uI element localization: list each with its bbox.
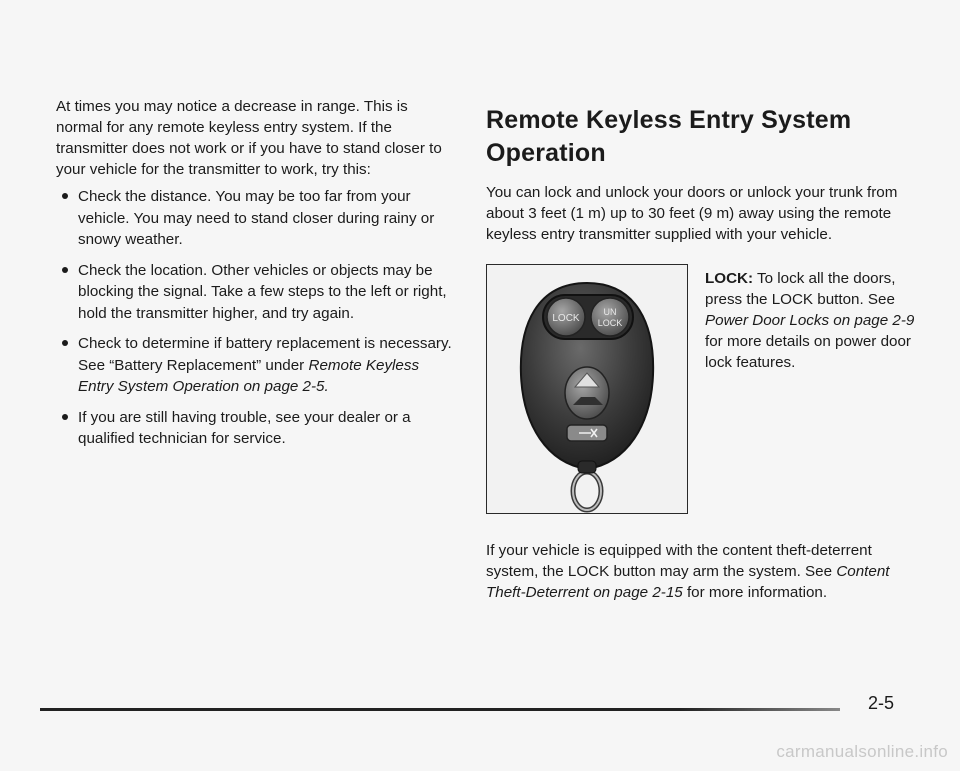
cross-reference: Content Theft-Deterrent on page 2-15	[486, 563, 890, 601]
section-heading: Remote Keyless Entry System Operation	[486, 106, 852, 167]
lock-description: LOCK: To lock all the doors, press the LOCK button. See Power Door Locks on page 2-9 for more details on power door lock features.	[705, 270, 915, 371]
unlock-button-label-bottom: LOCK	[597, 318, 623, 328]
list-item: Check the distance. You may be too far from your vehicle. You may need to stand closer during rainy or snowy weather.	[56, 186, 456, 251]
lock-button-label: LOCK	[552, 313, 580, 324]
list-item: Check the location. Other vehicles or objects may be blocking the signal. Take a few steps to the left or right, hold the transmitter higher, and try again.	[56, 260, 456, 325]
list-item: Check to determine if battery replacement is necessary. See “Battery Replacement” under Remote Keyless Entry System Operation on page 2-5.	[56, 333, 456, 398]
watermark: carmanualsonline.info	[776, 742, 948, 761]
right-column	[486, 104, 916, 245]
lock-label: LOCK:	[705, 270, 754, 287]
key-fob-icon	[487, 265, 687, 513]
range-intro: At times you may notice a decrease in range. This is normal for any remote keyless entry system. If the transmitter does not work or if you have to stand closer to your vehicle for the transmitter to work, try this:	[56, 98, 442, 178]
footer-rule	[40, 708, 840, 711]
section-intro: You can lock and unlock your doors or unlock your trunk from about 3 feet (1 m) up to 30 feet (9 m) away using the remote keyless entry transmitter supplied with your vehicle.	[486, 184, 898, 243]
list-item: If you are still having trouble, see your dealer or a qualified technician for service.	[56, 407, 456, 450]
key-fob-figure	[486, 264, 688, 514]
left-column	[56, 96, 456, 459]
troubleshooting-list	[56, 186, 456, 450]
unlock-button-label-top: UN	[603, 307, 617, 317]
page-number: 2-5	[868, 693, 895, 713]
cross-reference: Power Door Locks on page 2-9	[705, 312, 915, 329]
cross-reference: Remote Keyless Entry System Operation on page 2-5.	[78, 356, 420, 395]
theft-deterrent-note: If your vehicle is equipped with the content theft-deterrent system, the LOCK button may arm the system. See Content Theft-Deterrent on page 2-15 for more information.	[486, 542, 890, 601]
